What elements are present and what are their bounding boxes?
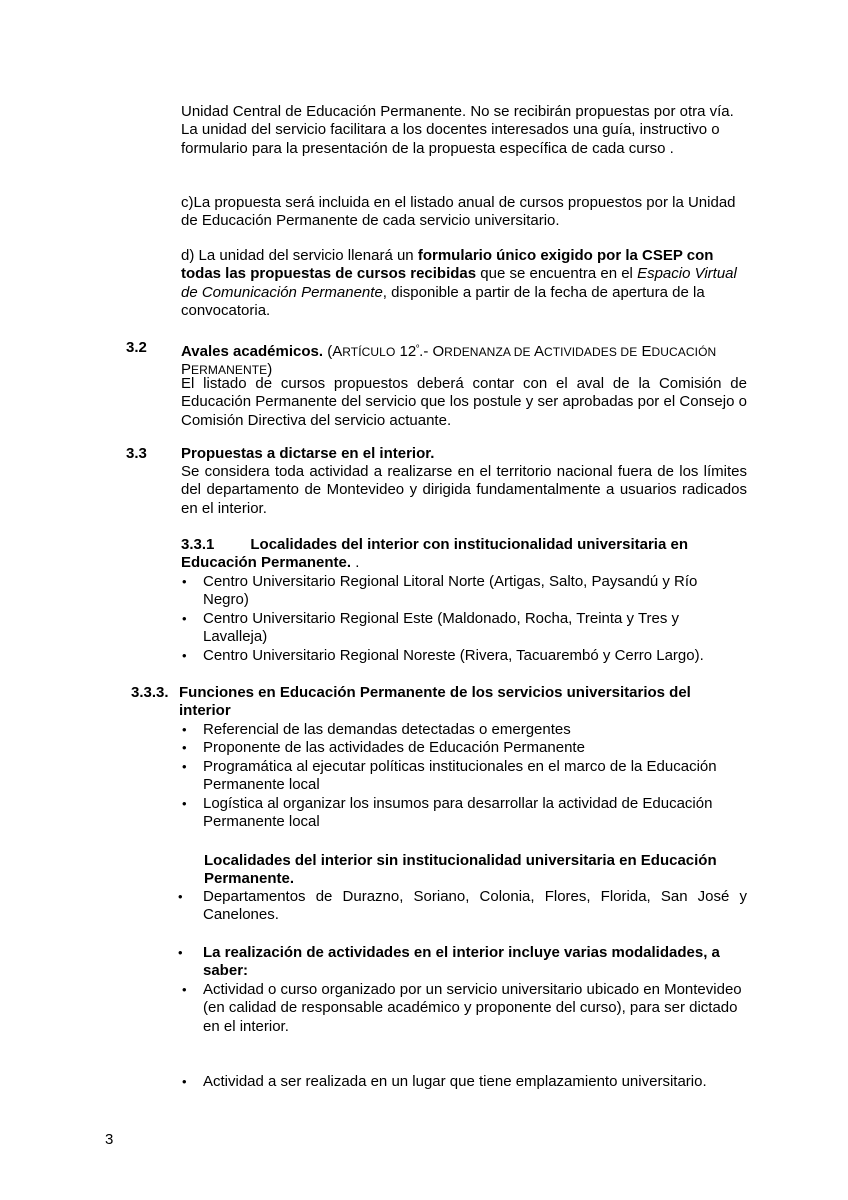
list-item <box>182 609 743 647</box>
bullet-icon: • <box>182 795 187 811</box>
list-item <box>182 739 743 757</box>
bullet-icon: • <box>182 981 187 997</box>
section-3-3-1-heading <box>181 536 741 573</box>
sin-inst-list <box>178 888 747 925</box>
section-3-3-1-tail: . <box>351 554 360 572</box>
intro-paragraph: Unidad Central de Educación Permanente. No se recibirán propuestas por otra vía. La unidad del servicio facilitara a los docentes interesados una guía, instructivo o formulario para la presentación de la propuesta específica de cada curso . <box>181 103 734 157</box>
ref-text: DUCACIÓN <box>651 345 717 359</box>
ref-text: A <box>332 343 343 360</box>
section-3-3-1-title: Localidades del interior con institucionalidad universitaria en <box>250 536 688 553</box>
list-item-text: Referencial de las demandas detectadas o emergentes <box>203 721 571 738</box>
list-item <box>182 646 743 665</box>
ref-text: 12 <box>395 343 417 360</box>
list-item <box>182 980 749 1036</box>
list-item-text: Actividad o curso organizado por un servicio universitario ubicado en Montevideo (en calidad de responsable académico y proponente del curso), para ser dictado en el interior. <box>203 980 742 1035</box>
section-3-3-body: Se considera toda actividad a realizarse en el territorio nacional fuera de los límites del departamento de Montevideo y dirigida fundamentalmente a usuarios radicados en el interior. <box>181 463 747 517</box>
bullet-icon: • <box>182 758 187 774</box>
section-3-3-3-title: Funciones en Educación Permanente de los servicios universitarios del <box>179 684 691 701</box>
modalidades-title: La realización de actividades en el interior incluye varias modalidades, a saber: <box>203 944 720 980</box>
section-3-3-number: 3.3 <box>126 445 147 462</box>
sin-inst-title-2: Permanente. <box>204 870 295 888</box>
section-3-3-3-number: 3.3.3. <box>131 684 169 701</box>
sin-inst-heading <box>204 852 749 889</box>
list-item <box>178 944 749 981</box>
section-3-2-heading <box>181 339 747 380</box>
ref-close: ) <box>267 361 273 379</box>
ref-text: RTÍCULO <box>342 345 396 359</box>
section-3-2-number: 3.2 <box>126 339 147 356</box>
list-item-text: Logística al organizar los insumos para desarrollar la actividad de Educación Permanente local <box>203 794 713 831</box>
ref-text: CTIVIDADES DE <box>543 345 638 359</box>
list-item-text: Proponente de las actividades de Educación Permanente <box>203 739 585 757</box>
ref-text: P <box>181 361 192 379</box>
page-number: 3 <box>105 1131 114 1148</box>
list-item <box>182 794 743 832</box>
modalidades-list <box>178 944 749 1036</box>
section-3-3-3-heading <box>179 684 745 721</box>
bullet-icon: • <box>182 1074 187 1089</box>
bullet-icon: • <box>182 574 187 589</box>
list-item <box>182 1073 749 1091</box>
section-3-3-3-title-2: interior <box>179 702 231 720</box>
ref-text: A <box>533 343 544 360</box>
section-3-3-1-number: 3.3.1 <box>181 536 215 553</box>
item-d-middle: que se encuentra en el <box>476 265 638 283</box>
bullet-icon: • <box>178 945 183 960</box>
section-3-2-body: El listado de cursos propuestos deberá contar con el aval de la Comisión de Educación Permanente del servicio que los postule y ser aprobadas por el Consejo o Comisión Directiva del servicio actuante. <box>181 375 747 429</box>
ref-open: ( <box>323 343 333 360</box>
list-item-text: Actividad a ser realizada en un lugar que tiene emplazamiento universitario. <box>203 1073 707 1090</box>
item-d-paragraph <box>181 247 746 321</box>
ref-text: ERMANENTE <box>191 363 268 378</box>
sin-inst-title: Localidades del interior sin institucionalidad universitaria en Educación <box>204 852 717 869</box>
list-item-text: Departamentos de Durazno, Soriano, Colonia, Flores, Florida, San José y Canelones. <box>203 888 747 924</box>
list-item <box>182 573 743 610</box>
list-item <box>182 757 743 795</box>
list-item-text: Centro Universitario Regional Este (Maldonado, Rocha, Treinta y Tres y Lavalleja) <box>203 609 680 646</box>
section-3-3-title <box>181 445 747 463</box>
list-item <box>182 721 743 739</box>
item-d-prefix: d) La unidad del servicio llenará un <box>181 247 418 264</box>
ref-sup: º <box>416 343 420 352</box>
ref-text: RDENANZA DE <box>444 345 531 359</box>
section-3-2-title: Avales académicos. <box>181 343 324 360</box>
bullet-icon: • <box>178 889 183 904</box>
bullet-icon: • <box>182 610 187 626</box>
modalidades-list-2 <box>182 1073 749 1091</box>
ref-text: O <box>432 343 445 360</box>
ref-text: E <box>641 343 652 360</box>
section-3-3-3-list <box>182 721 743 831</box>
ref-text: .- <box>419 343 433 360</box>
item-d-suffix: , disponible a partir de la fecha de apertura de la convocatoria. <box>181 283 705 320</box>
list-item-text: Centro Universitario Regional Noreste (Rivera, Tacuarembó y Cerro Largo). <box>203 646 704 664</box>
section-3-3-title-text: Propuestas a dictarse en el interior. <box>181 445 435 462</box>
item-c-paragraph: c)La propuesta será incluida en el listado anual de cursos propuestos por la Unidad de Educación Permanente de cada servicio universitario. <box>181 194 736 230</box>
bullet-icon: • <box>182 647 187 663</box>
item-d-italic-link: Espacio Virtual de Comunicación Permanente <box>181 265 737 301</box>
list-item <box>178 888 747 925</box>
section-3-3-1-title-2: Educación Permanente. <box>181 554 352 572</box>
item-d-bold: formulario único exigido por la CSEP con todas las propuestas de cursos recibidas <box>181 247 714 283</box>
list-item-text: Programática al ejecutar políticas institucionales en el marco de la Educación Permanente local <box>203 757 717 794</box>
section-3-3-1-list <box>182 573 743 665</box>
bullet-icon: • <box>182 722 187 737</box>
bullet-icon: • <box>182 740 187 756</box>
list-item-text: Centro Universitario Regional Litoral Norte (Artigas, Salto, Paysandú y Río Negro) <box>203 573 698 609</box>
